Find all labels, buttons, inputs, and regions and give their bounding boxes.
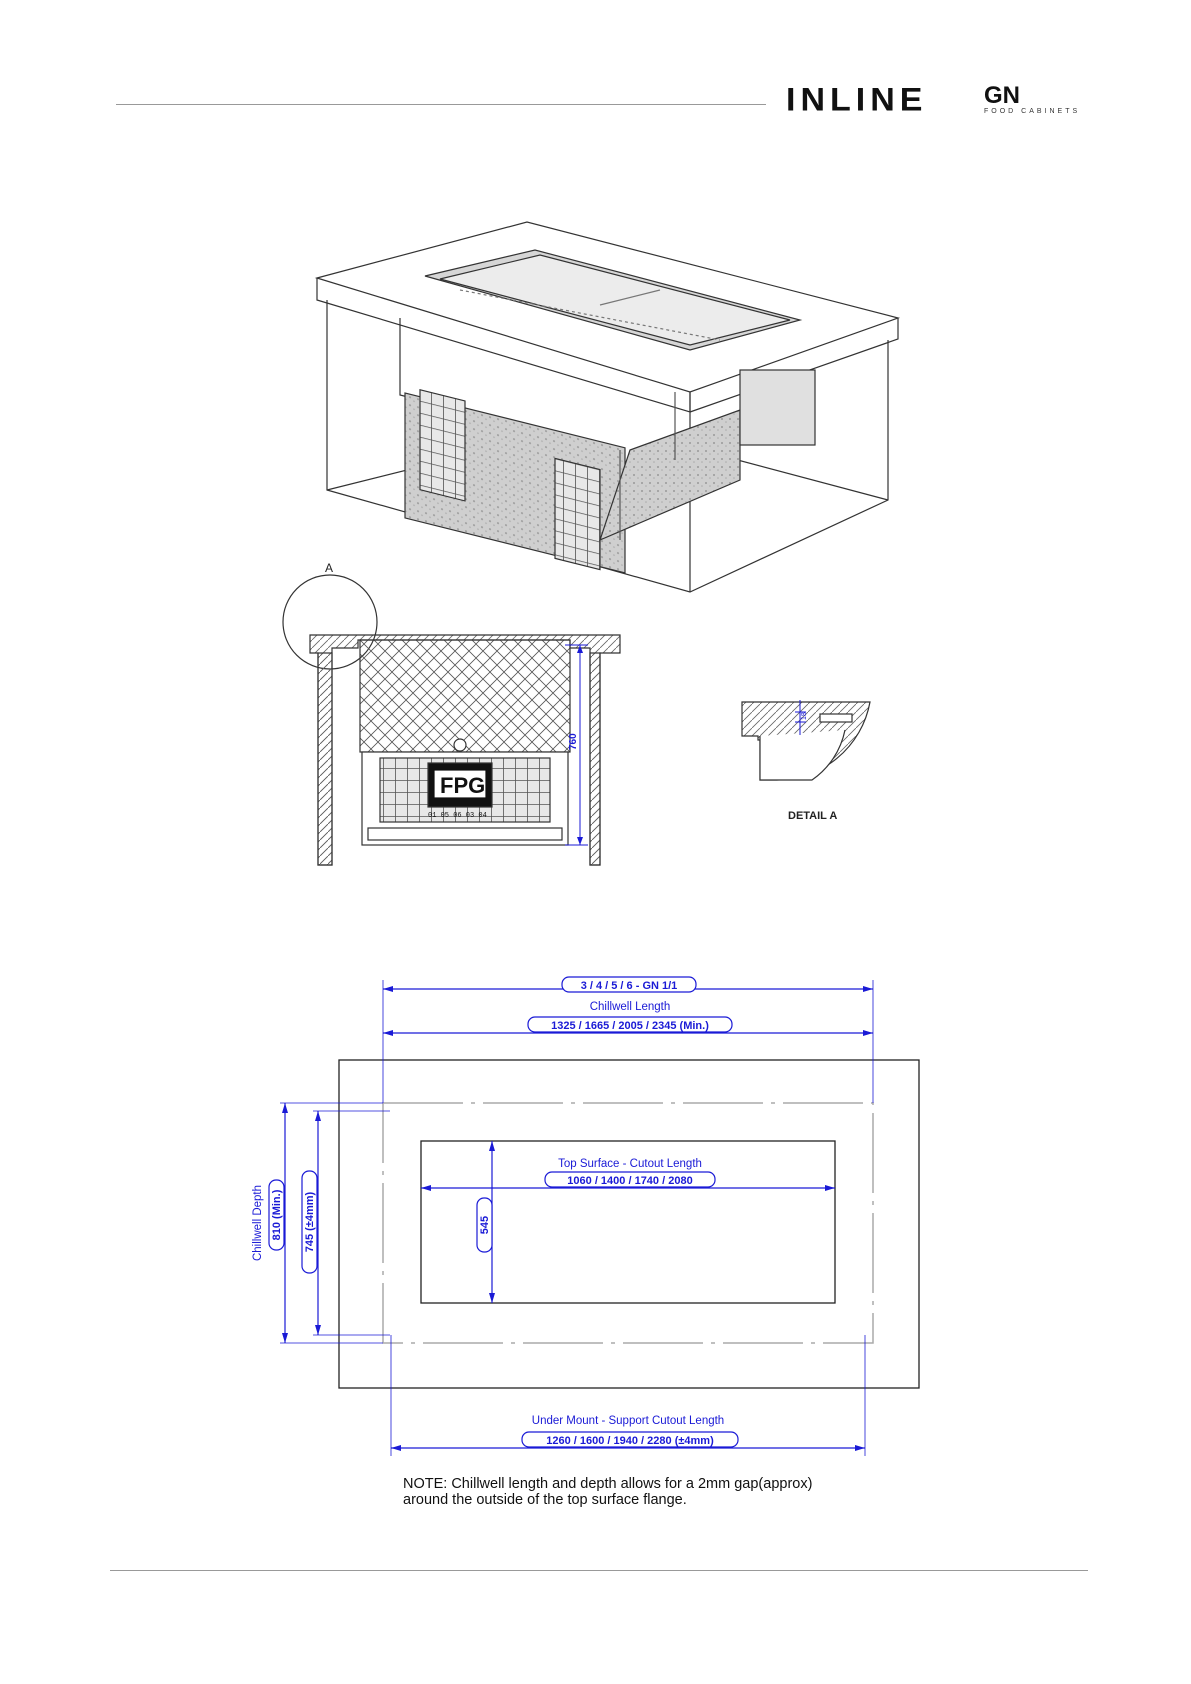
top-cutout-depth: 545	[479, 1215, 491, 1235]
note-line-1: NOTE: Chillwell length and depth allows for a 2mm gap(approx)	[403, 1476, 813, 1492]
brand-name: INLINE	[786, 81, 928, 119]
chillwell-depth-value: 810 (Min.)	[271, 1189, 283, 1241]
chillwell-length-label: Chillwell Length	[589, 1001, 671, 1013]
detail-caption: DETAIL A	[788, 810, 838, 822]
detail-marker-a: A	[325, 561, 334, 575]
section-height-dim: 760	[568, 733, 579, 750]
gn-sizes-value: 3 / 4 / 5 / 6 - GN 1/1	[580, 980, 678, 992]
fpg-badge-subtext: 01 05 06 03 04	[428, 812, 487, 820]
chillwell-outline	[383, 1103, 873, 1343]
brand-subtitle: FOOD CABINETS	[984, 108, 1081, 115]
footer-rule	[110, 1570, 1088, 1571]
counter-outline	[339, 1060, 919, 1388]
top-cutout-values: 1060 / 1400 / 1740 / 2080	[567, 1175, 693, 1187]
chillwell-depth-label: Chillwell Depth	[252, 1184, 264, 1262]
under-mount-values: 1260 / 1600 / 1940 / 2280 (±4mm)	[546, 1435, 714, 1447]
fpg-badge-text: FPG	[440, 773, 486, 798]
note-line-2: around the outside of the top surface flange.	[403, 1492, 687, 1508]
under-mount-label: Under Mount - Support Cutout Length	[531, 1415, 725, 1427]
support-depth-value: 745 (±4mm)	[304, 1191, 316, 1253]
top-cutout-label: Top Surface - Cutout Length	[558, 1158, 702, 1170]
chillwell-length-values: 1325 / 1665 / 2005 / 2345 (Min.)	[551, 1020, 709, 1032]
note	[403, 1476, 903, 1508]
brand-mark: GN	[984, 82, 1020, 109]
detail-dim: 18	[801, 712, 808, 720]
